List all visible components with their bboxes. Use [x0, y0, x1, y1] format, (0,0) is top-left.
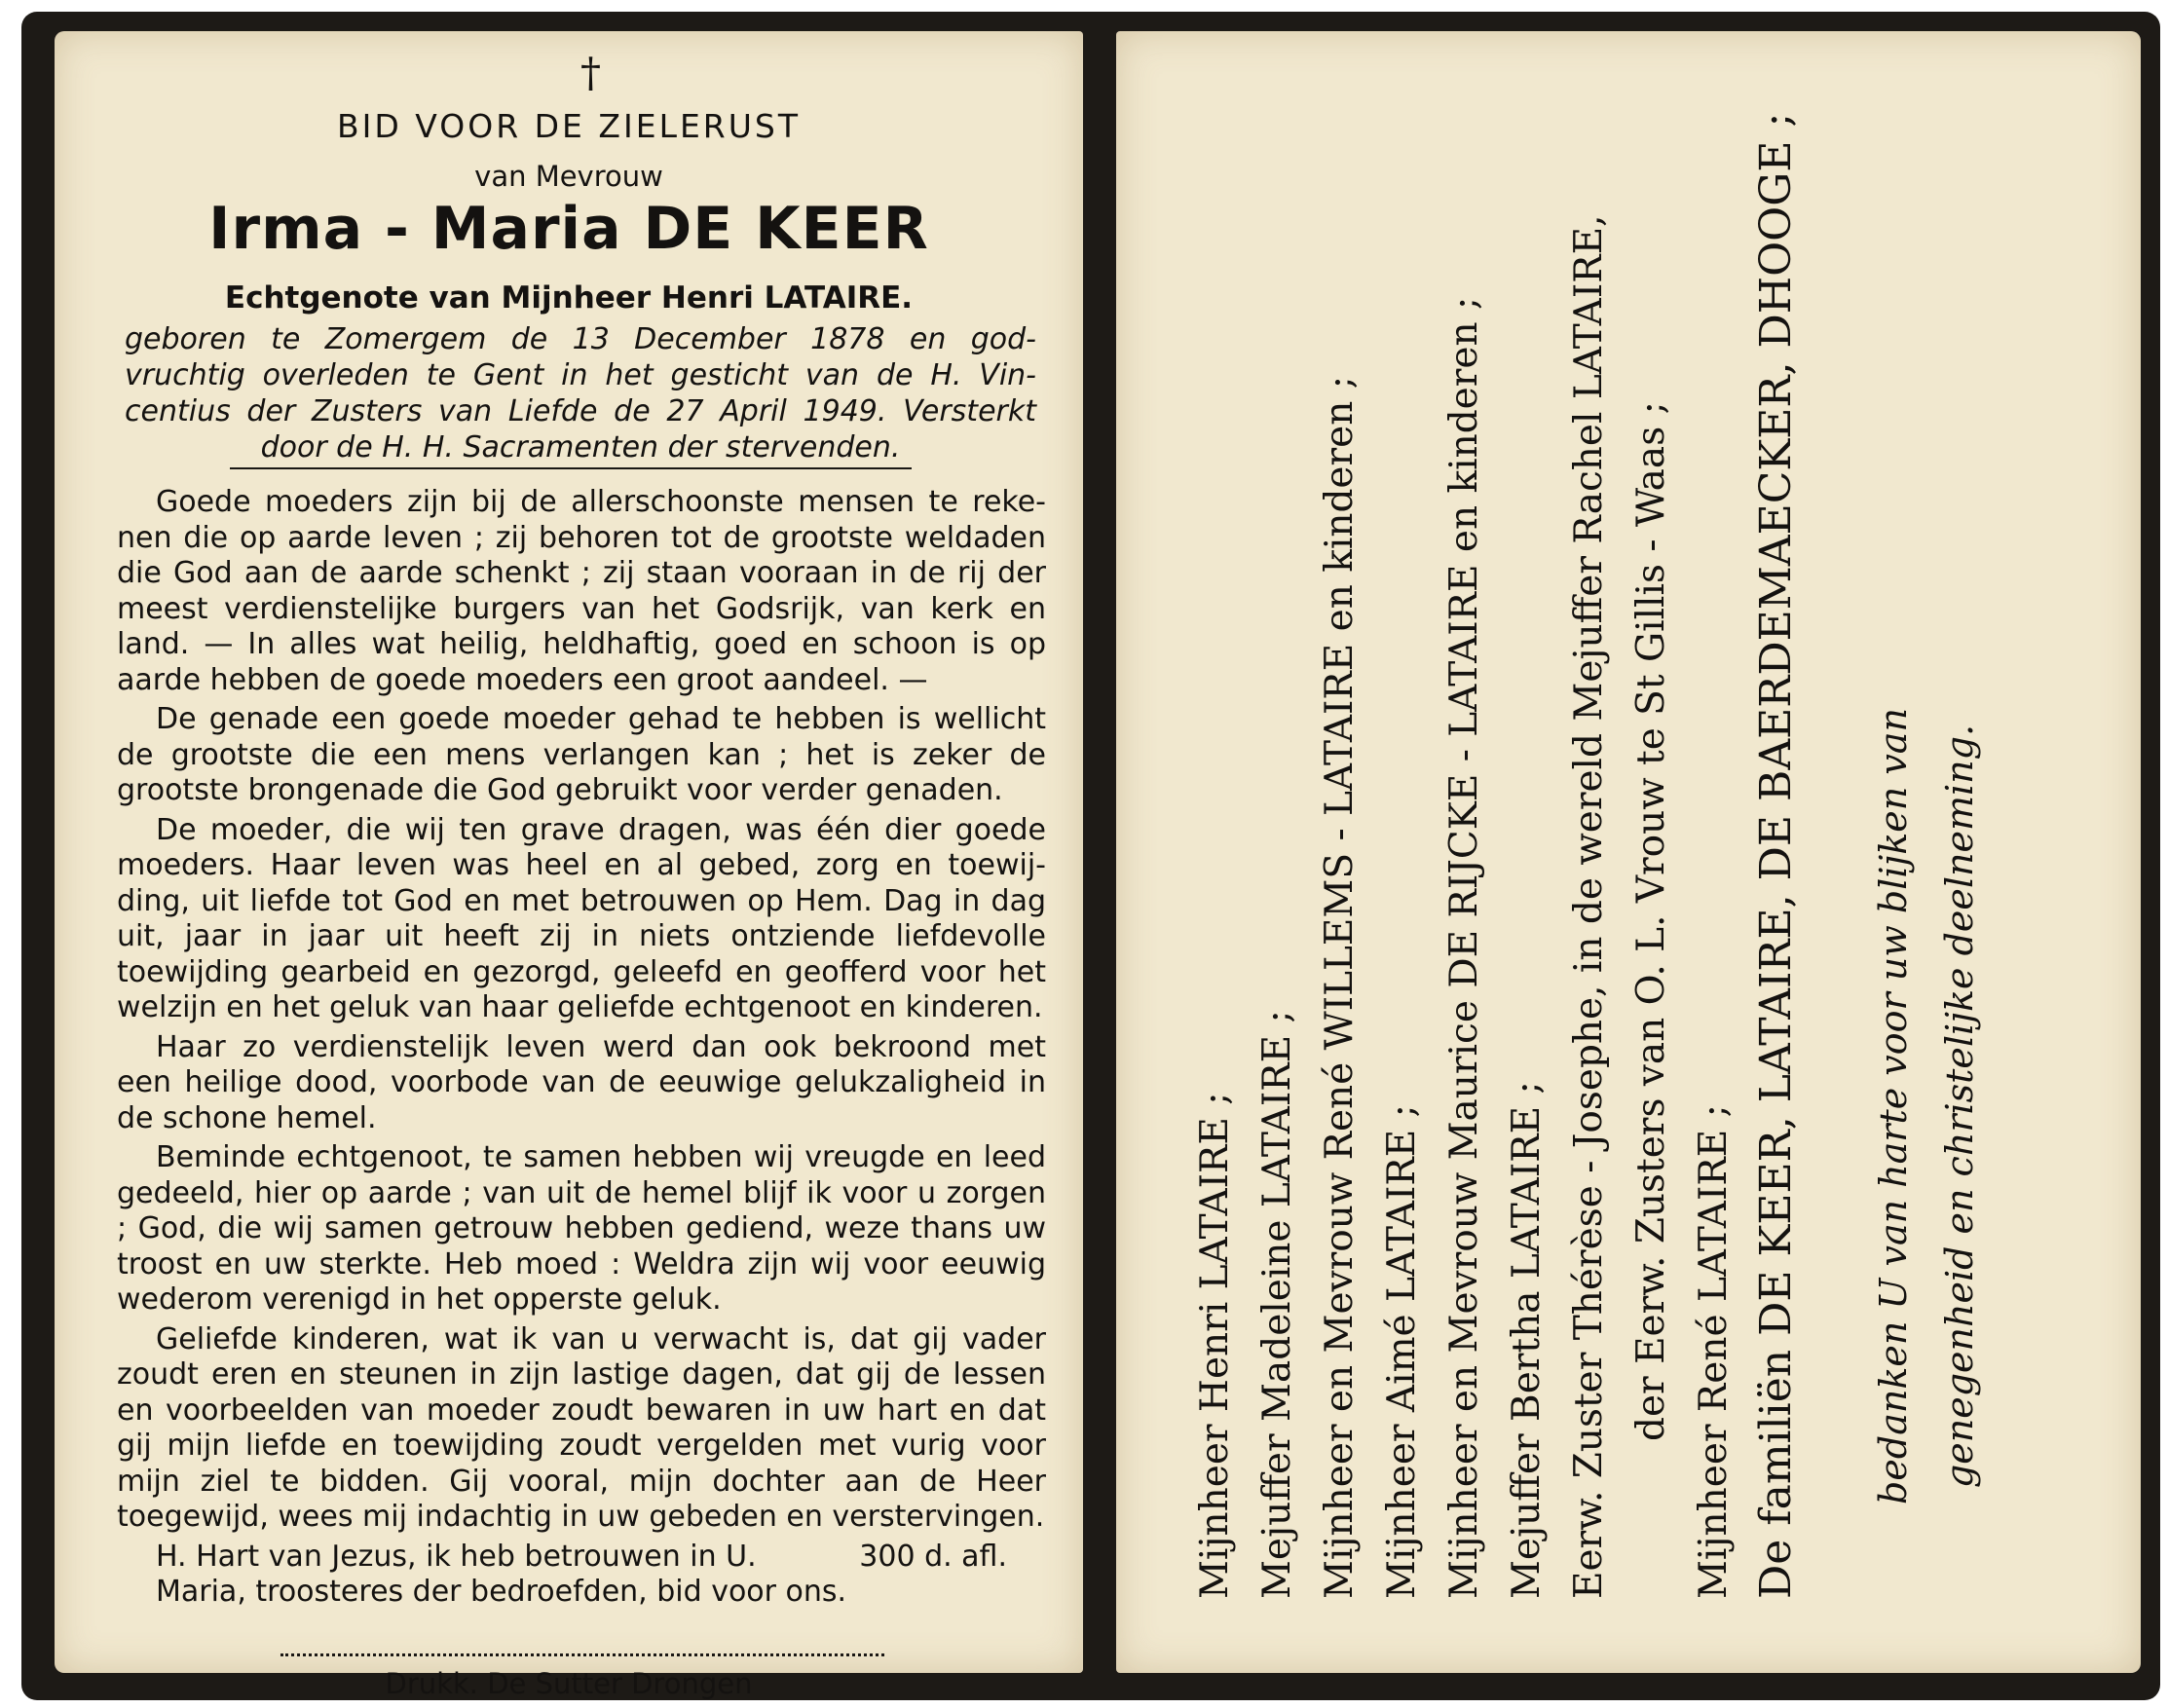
- paragraph: De genade een goede moeder gehad te hebben is wellicht de grootste die een mens verlangen kan ; het is zeker de grootste brongenade die God gebruikt voor verder genaden.: [117, 702, 1046, 807]
- divider: [230, 467, 912, 469]
- paragraph: De moeder, die wij ten grave dragen, was één dier goede moeders. Haar leven was heel en al gebed, zorg en toewij- ding, uit liefde tot God en met betrouwen op Hem. Dag in dag uit, jaar in jaar uit heeft zij in niets ontziende liefdevolle toewijding gearbeid en gezorgd, geleefd en geofferd voor het welzijn en het geluk van haar geliefde echtgenoot en kinderen.: [117, 812, 1046, 1024]
- prayer-line: Maria, troosteres der bedroefden, bid voor ons.: [156, 1575, 847, 1609]
- mourner-line: Mejuffer Bertha LATAIRE ;: [1505, 1081, 1549, 1599]
- prayer-text: H. Hart van Jezus, ik heb betrouwen in U.: [156, 1539, 757, 1574]
- bio-line: vruchtig overleden te Gent in het gesticht van de H. Vin-: [125, 358, 1036, 392]
- bio-line: centius der Zusters van Liefde de 27 April 1949. Versterkt: [125, 394, 1036, 428]
- mourner-line: Mijnheer en Mevrouw René WILLEMS - LATAIRE en kinderen ;: [1318, 376, 1362, 1599]
- mourner-line: De familiën DE KEER, LATAIRE, DE BAERDEMAECKER, DHOOGE ;: [1751, 112, 1801, 1599]
- mourner-line: Mijnheer en Mevrouw Maurice DE RIJCKE - LATAIRE en kinderen ;: [1442, 296, 1486, 1599]
- spouse-line: Echtgenote van Mijnheer Henri LATAIRE.: [224, 280, 914, 316]
- bio-line: geboren te Zomergem de 13 December 1878 en god-: [125, 322, 1036, 356]
- biography: [125, 321, 1036, 465]
- mourner-line: Mijnheer René LATAIRE ;: [1692, 1104, 1736, 1599]
- paragraph: Goede moeders zijn bij de allerschoonste mensen te reke- nen die op aarde leven ; zij behoren tot de grootste weldaden die God aan de aarde schenkt ; zij staan vooraan in de rij der meest verdienstelijke burgers van het Godsrijk, van kerk en land. — In alles wat heilig, heldhaftig, goed en schoon is op aarde hebben de goede moeders een groot aandeel. —: [117, 485, 1046, 697]
- printer-credit: Drukk. De Sutter Drongen: [385, 1667, 753, 1700]
- paragraph: Geliefde kinderen, wat ik van u verwacht is, dat gij vader zoudt eren en steunen in zijn lastige dagen, dat gij de lessen en voorbeelden van moeder zoudt bewaren in uw hart en dat gij mijn liefde en toewijding zoudt vergelden met vurig voor mijn ziel te bidden. Gij vooral, mijn dochter aan de Heer toegewijd, wees mij indachtig in uw gebeden en verstervingen.: [117, 1321, 1046, 1534]
- memorial-card: [21, 12, 2160, 1700]
- card-heading: BID VOOR DE ZIELERUST: [337, 107, 801, 145]
- mourner-line: Mejuffer Madeleine LATAIRE ;: [1255, 1010, 1299, 1599]
- paragraph: Haar zo verdienstelijk leven werd dan ook bekroond met een heilige dood, voorbode van de eeuwige gelukzaligheid in de schone hemel.: [117, 1029, 1046, 1135]
- thanks-line: bedanken U van harte voor uw blijken van: [1872, 708, 1915, 1504]
- dotted-divider: [280, 1653, 884, 1656]
- cross-icon: †: [580, 49, 601, 96]
- thanks-line: genegenheid en christelijke deelneming.: [1938, 724, 1981, 1489]
- deceased-name: Irma - Maria DE KEER: [208, 195, 929, 263]
- left-page: [55, 31, 1083, 1700]
- prayer-line: [117, 1540, 1046, 1576]
- memorial-text: [117, 485, 1046, 1611]
- card-subheading: van Mevrouw: [474, 160, 663, 193]
- mourner-line: Mijnheer Aimé LATAIRE ;: [1380, 1104, 1424, 1599]
- paragraph: Beminde echtgenoot, te samen hebben wij vreugde en leed gedeeld, hier op aarde ; van uit de hemel blijf ik voor u zorgen ; God, die wij samen getrouw hebben gediend, weze thans uw troost en uw sterkte. Heb moed : Weldra zijn wij voor eeuwig wederom verenigd in het opperste geluk.: [117, 1140, 1046, 1317]
- bio-line: door de H. H. Sacramenten der stervenden.: [260, 430, 901, 464]
- mourner-line: der Eerw. Zusters van O. L. Vrouw te St Gillis - Waas ;: [1629, 401, 1673, 1441]
- indulgence: 300 d. afl.: [859, 1539, 1007, 1574]
- mourner-line: Eerw. Zuster Thérèse - Josephe, in de wereld Mejuffer Rachel LATAIRE,: [1567, 214, 1611, 1599]
- right-page: [1116, 31, 2141, 1673]
- mourner-line: Mijnheer Henri LATAIRE ;: [1193, 1092, 1237, 1599]
